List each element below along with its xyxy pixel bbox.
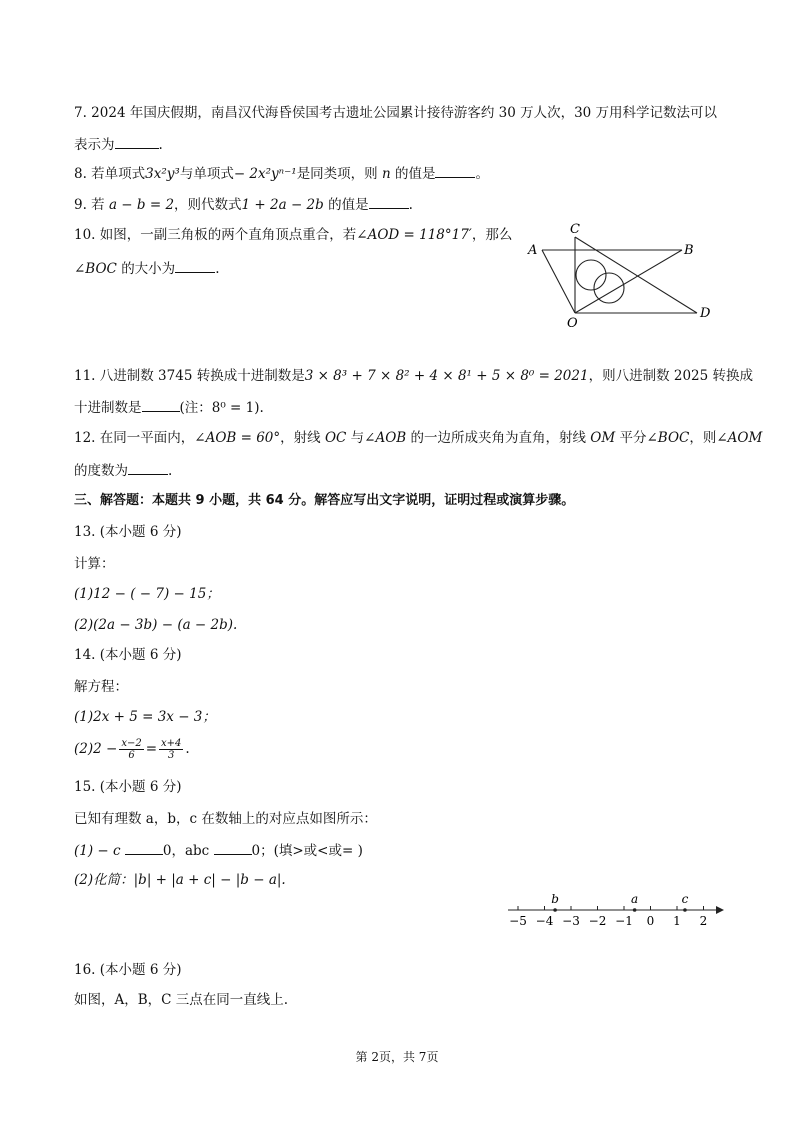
q16-title: 16. (本小题 6 分): [74, 962, 182, 978]
q13-instruction: 计算：: [74, 556, 115, 572]
q15-part1: (1) − c 0，abc 0；(填>或<或= ): [74, 840, 363, 860]
answer-blank: [175, 258, 215, 273]
q12-line1: 12. 在同一平面内，∠AOB = 60°，射线 OC 与∠AOB 的一边所成夹角为直角，射线 OM 平分∠BOC，则∠AOM: [74, 430, 763, 446]
q9-line: 9. 若 a − b = 2，则代数式1 + 2a − 2b 的值是 .: [74, 194, 413, 214]
label-B: B: [684, 243, 694, 258]
point-label-a: a: [631, 892, 639, 906]
arrow-icon: [716, 906, 724, 914]
label-D: D: [700, 306, 711, 321]
tick-label: −2: [588, 914, 607, 928]
page-footer: 第 2页，共 7页: [355, 1050, 439, 1064]
number-line-figure: [500, 888, 730, 932]
q10-line1: 10. 如图，一副三角板的两个直角顶点重合，若∠AOD = 118°17′，那么: [74, 227, 513, 243]
answer-blank: [115, 134, 159, 149]
label-O: O: [567, 316, 578, 331]
fraction: $\frac{x-2}{6}$: [121, 738, 142, 761]
q10-triangle-figure: [520, 220, 720, 335]
tick-label: 2: [699, 914, 708, 928]
q15-part2: (2)化简：|b| + |a + c| − |b − a|.: [74, 872, 286, 888]
tick-label: −4: [535, 914, 554, 928]
point-label-c: c: [681, 892, 689, 906]
q11-line1: 11. 八进制数 3745 转换成十进制数是3 × 8³ + 7 × 8² + 4 × 8¹ + 5 × 8⁰ = 2021，则八进制数 2025 转换成: [74, 368, 754, 384]
point-a: [633, 908, 637, 912]
tick-label: −5: [509, 914, 527, 928]
q14-instruction: 解方程：: [74, 679, 128, 695]
answer-blank: [125, 840, 163, 855]
point-c: [683, 908, 687, 912]
q15-title: 15. (本小题 6 分): [74, 779, 182, 795]
q14-part2: (2)2 − $\frac{x-2}{6}$ = $\frac{x+4}{3}$ .: [74, 738, 190, 761]
q8-line: 8. 若单项式3x²y³与单项式− 2x²yⁿ⁻¹是同类项，则 n 的值是 。: [74, 163, 489, 183]
tick-label: 0: [646, 914, 655, 928]
fraction: $\frac{x+4}{3}$: [161, 738, 182, 761]
section-title: 三、解答题：本题共 9 小题，共 64 分。解答应写出文字说明，证明过程或演算步骤。: [74, 493, 575, 508]
tick-label: −1: [615, 914, 633, 928]
answer-blank: [128, 460, 168, 475]
q14-part1: (1)2x + 5 = 3x − 3；: [74, 709, 216, 725]
q14-title: 14. (本小题 6 分): [74, 647, 182, 663]
q10-line2: ∠BOC 的大小为 .: [74, 258, 219, 278]
answer-blank: [142, 397, 180, 412]
q15-intro: 已知有理数 a，b，c 在数轴上的对应点如图所示：: [74, 811, 377, 827]
tick-label: 1: [673, 914, 681, 928]
q11-line2: 十进制数是 (注：8⁰ = 1).: [74, 397, 264, 417]
answer-blank: [369, 194, 409, 209]
point-b: [553, 908, 557, 912]
q16-text: 如图，A，B，C 三点在同一直线上.: [74, 992, 289, 1008]
q13-part2: (2)(2a − 3b) − (a − 2b).: [74, 617, 238, 633]
answer-blank: [435, 163, 475, 178]
answer-blank: [214, 840, 252, 855]
label-A: A: [528, 243, 538, 258]
q12-line2: 的度数为 .: [74, 460, 172, 480]
q13-title: 13. (本小题 6 分): [74, 524, 182, 540]
label-C: C: [570, 222, 580, 237]
point-label-b: b: [551, 892, 559, 906]
tick-label: −3: [562, 914, 580, 928]
q13-part1: (1)12 − ( − 7) − 15；: [74, 586, 220, 602]
q7-line1: 7. 2024 年国庆假期，南昌汉代海昏侯国考古遗址公园累计接待游客约 30 万人次，30 万用科学记数法可以: [74, 105, 718, 121]
q7-line2: 表示为 .: [74, 134, 163, 154]
